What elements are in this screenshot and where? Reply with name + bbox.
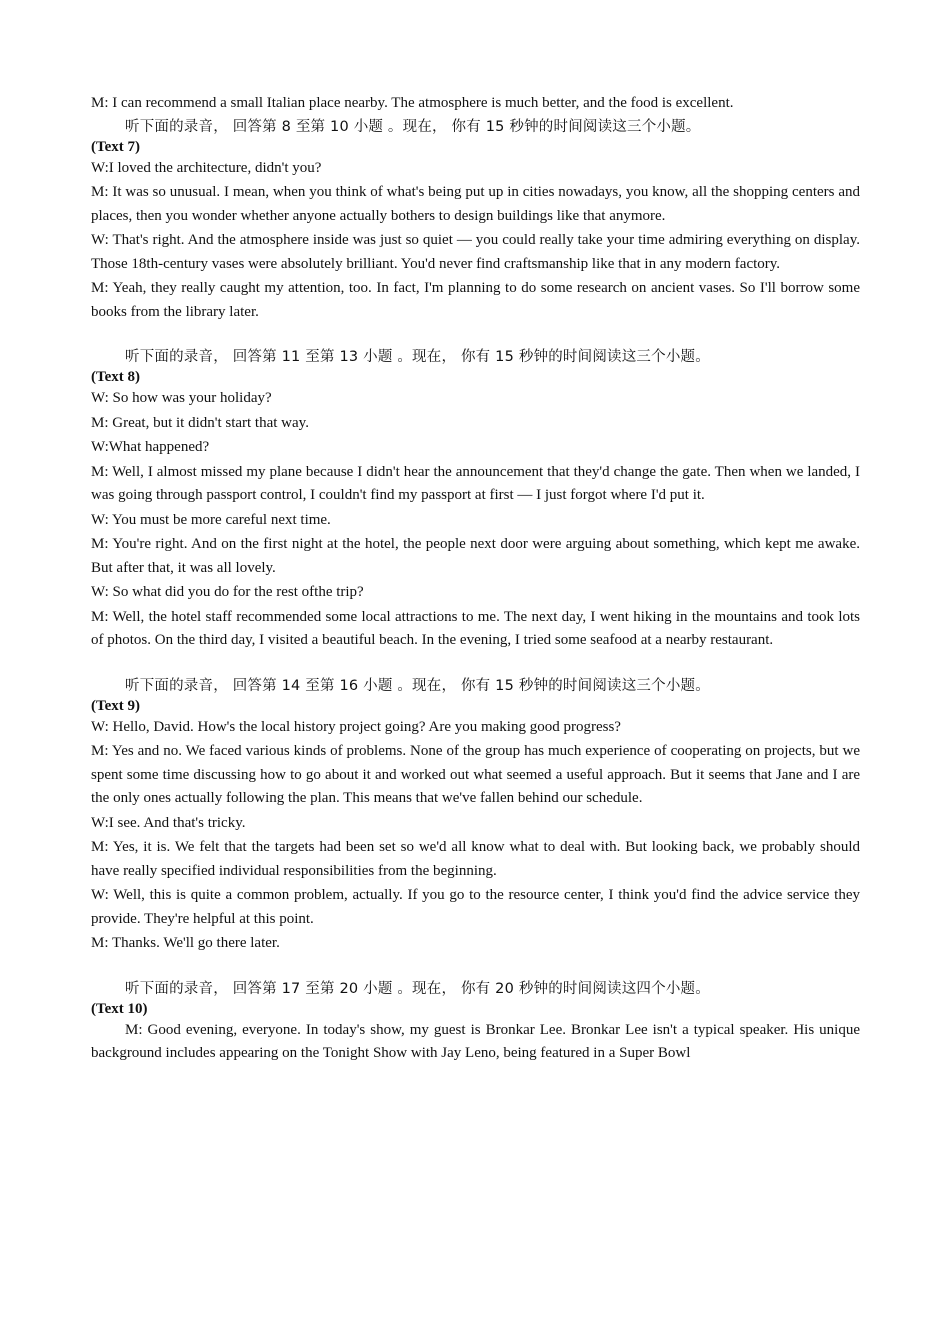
dialogue-line: W: Well, this is quite a common problem, actually. If you go to the resource center, I think you'd find the advice service they provide. They're helpful at this point. — [91, 887, 860, 927]
section-label: (Text 7) — [91, 138, 141, 155]
section-instruction: 听下面的录音， 回答第 14 至第 16 小题 。现在， 你有 15 秒钟的时间阅读这三个小题。 — [125, 677, 710, 694]
dialogue-line: W:What happened? — [91, 439, 210, 455]
section-label: (Text 8) — [91, 369, 141, 385]
dialogue-line: M: Good evening, everyone. In today's show, my guest is Bronkar Lee. Bronkar Lee isn't a typical speaker. His unique background includes appearing on the Tonight Show with Jay Leno, being featured in a Super Bowl — [91, 1021, 860, 1061]
dialogue-line: M: Yes, it is. We felt that the targets had been set so we'd all know what to deal with. But looking back, we probably should have really specified individual responsibilities from the beginning. — [91, 839, 860, 879]
dialogue-line: M: You're right. And on the first night at the hotel, the people next door were arguing about something, which kept me awake. But after that, it was all lovely. — [91, 536, 860, 576]
section-text-7 — [91, 117, 860, 325]
section-text-9 — [91, 676, 860, 956]
section-text-10 — [91, 979, 860, 1066]
section-label: (Text 10) — [91, 1000, 148, 1017]
document-page — [91, 92, 860, 1067]
section-text-8 — [91, 347, 860, 653]
dialogue-line: M: Great, but it didn't start that way. — [91, 414, 309, 431]
section-instruction: 听下面的录音， 回答第 17 至第 20 小题 。现在， 你有 20 秒钟的时间阅读这四个小题。 — [125, 980, 710, 997]
dialogue-line: M: Thanks. We'll go there later. — [91, 935, 280, 951]
dialogue-line: M: Well, the hotel staff recommended some local attractions to me. The next day, I went hiking in the mountains and took lots of photos. On the third day, I visited a beautiful beach. In the evening, I tried some seafood at a nearby restaurant. — [91, 608, 860, 648]
dialogue-line: M: Well, I almost missed my plane because I didn't hear the announcement that they'd change the gate. Then when we landed, I was going through passport control, I couldn't find my passport at first — I just forgot where I'd put it. — [91, 463, 860, 503]
dialogue-line: W:I loved the architecture, didn't you? — [91, 159, 322, 176]
dialogue-line: M: It was so unusual. I mean, when you think of what's being put up in cities nowadays, you know, all the shopping centers and places, then you wonder whether anyone actually bothers to design buildings like that anymore. — [91, 184, 860, 224]
dialogue-line: M: Yes and no. We faced various kinds of problems. None of the group has much experience of cooperating on projects, but we spent some time discussing how to go about it and worked out what seemed a useful approach. But it seems that Jane and I are the only ones actually following the plan. This means that we've fallen behind our schedule. — [91, 743, 860, 806]
dialogue-line: W: That's right. And the atmosphere inside was just so quiet — you could really take your time admiring everything on display. Those 18th-century vases were absolutely brilliant. You'd never find craftsmanship like that in any modern factory. — [91, 232, 860, 272]
section-instruction: 听下面的录音， 回答第 11 至第 13 小题 。现在， 你有 15 秒钟的时间阅读这三个小题。 — [125, 349, 710, 365]
dialogue-line: W: So how was your holiday? — [91, 390, 272, 406]
dialogue-line: W:I see. And that's tricky. — [91, 814, 246, 831]
section-instruction: 听下面的录音， 回答第 8 至第 10 小题 。现在， 你有 15 秒钟的时间阅读这三个小题。 — [125, 118, 701, 135]
intro-line: M: I can recommend a small Italian place nearby. The atmosphere is much better, and the food is excellent. — [91, 95, 734, 111]
dialogue-line: W: Hello, David. How's the local history project going? Are you making good progress? — [91, 718, 621, 735]
dialogue-line: W: So what did you do for the rest ofthe trip? — [91, 584, 364, 600]
dialogue-line: W: You must be more careful next time. — [91, 511, 331, 528]
dialogue-line: M: Yeah, they really caught my attention, too. In fact, I'm planning to do some research on ancient vases. So I'll borrow some books from the library later. — [91, 280, 860, 320]
section-label: (Text 9) — [91, 697, 141, 714]
